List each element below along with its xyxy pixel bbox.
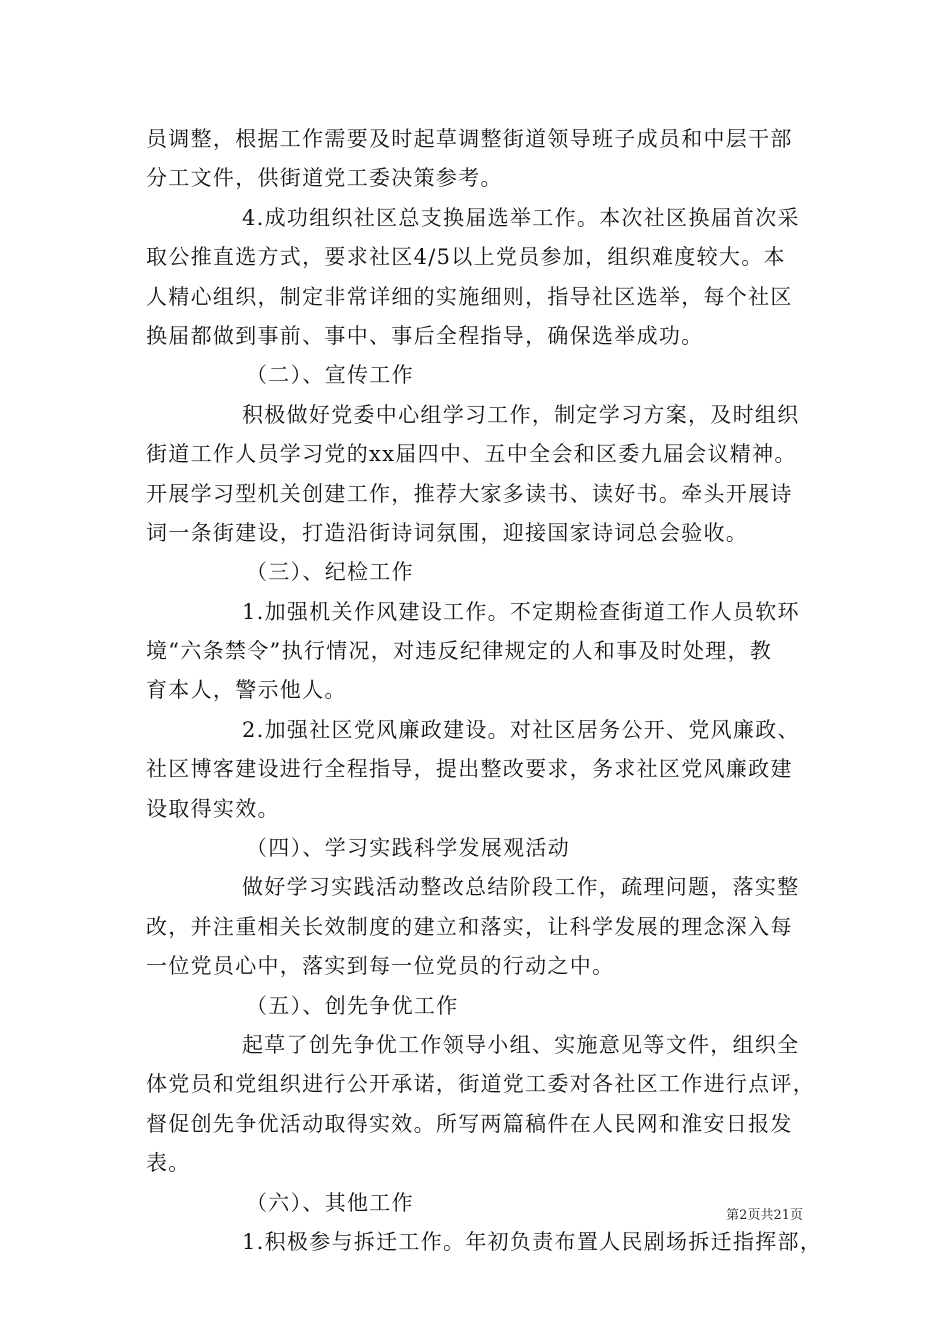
text-line: 起草了创先争优工作领导小组、实施意见等文件，组织全 [242, 1032, 800, 1057]
page-number-footer: 第2页共21页 [726, 1208, 803, 1223]
section-heading: （三）、纪检工作 [246, 560, 414, 585]
text-line: 取公推直选方式，要求社区4/5以上党员参加，组织难度较大。本 [146, 245, 786, 270]
text-line: 分工文件，供街道党工委决策参考。 [146, 166, 503, 191]
text-line: 育本人，警示他人。 [146, 678, 347, 703]
document-body [146, 120, 826, 1262]
section-heading: （四）、学习实践科学发展观活动 [246, 836, 570, 861]
text-line: 开展学习型机关创建工作，推荐大家多读书、读好书。牵头开展诗 [146, 481, 793, 506]
text-line: 督促创先争优活动取得实效。所写两篇稿件在人民网和淮安日报发 [146, 1111, 793, 1136]
text-line: 积极做好党委中心组学习工作，制定学习方案，及时组织 [242, 402, 800, 427]
text-line: 1.积极参与拆迁工作。年初负责布置人民剧场拆迁指挥部， [242, 1229, 823, 1254]
text-line: 词一条街建设，打造沿街诗词氛围，迎接国家诗词总会验收。 [146, 520, 749, 545]
text-line: 街道工作人员学习党的xx届四中、五中全会和区委九届会议精神。 [146, 442, 797, 467]
text-line: 境“六条禁令”执行情况，对违反纪律规定的人和事及时处理，教 [146, 639, 773, 664]
text-line: 1.加强机关作风建设工作。不定期检查街道工作人员软环 [242, 599, 800, 624]
section-heading: （六）、其他工作 [246, 1190, 414, 1215]
text-line: 人精心组织，制定非常详细的实施细则，指导社区选举，每个社区 [146, 284, 793, 309]
text-line: 体党员和党组织进行公开承诺，街道党工委对各社区工作进行点评， [146, 1072, 815, 1097]
text-line: 表。 [146, 1151, 191, 1176]
text-line: 做好学习实践活动整改总结阶段工作，疏理问题，落实整 [242, 875, 800, 900]
section-heading: （五）、创先争优工作 [246, 993, 459, 1018]
text-line: 4.成功组织社区总支换届选举工作。本次社区换届首次采 [242, 205, 800, 230]
text-line: 社区博客建设进行全程指导，提出整改要求，务求社区党风廉政建 [146, 757, 793, 782]
text-line: 设取得实效。 [146, 796, 280, 821]
text-line: 一位党员心中，落实到每一位党员的行动之中。 [146, 954, 615, 979]
section-heading: （二）、宣传工作 [246, 363, 414, 388]
text-line: 改，并注重相关长效制度的建立和落实，让科学发展的理念深入每 [146, 914, 793, 939]
text-line: 2.加强社区党风廉政建设。对社区居务公开、党风廉政、 [242, 717, 800, 742]
text-line: 员调整，根据工作需要及时起草调整街道领导班子成员和中层干部 [146, 127, 793, 151]
text-line: 换届都做到事前、事中、事后全程指导，确保选举成功。 [146, 323, 704, 348]
